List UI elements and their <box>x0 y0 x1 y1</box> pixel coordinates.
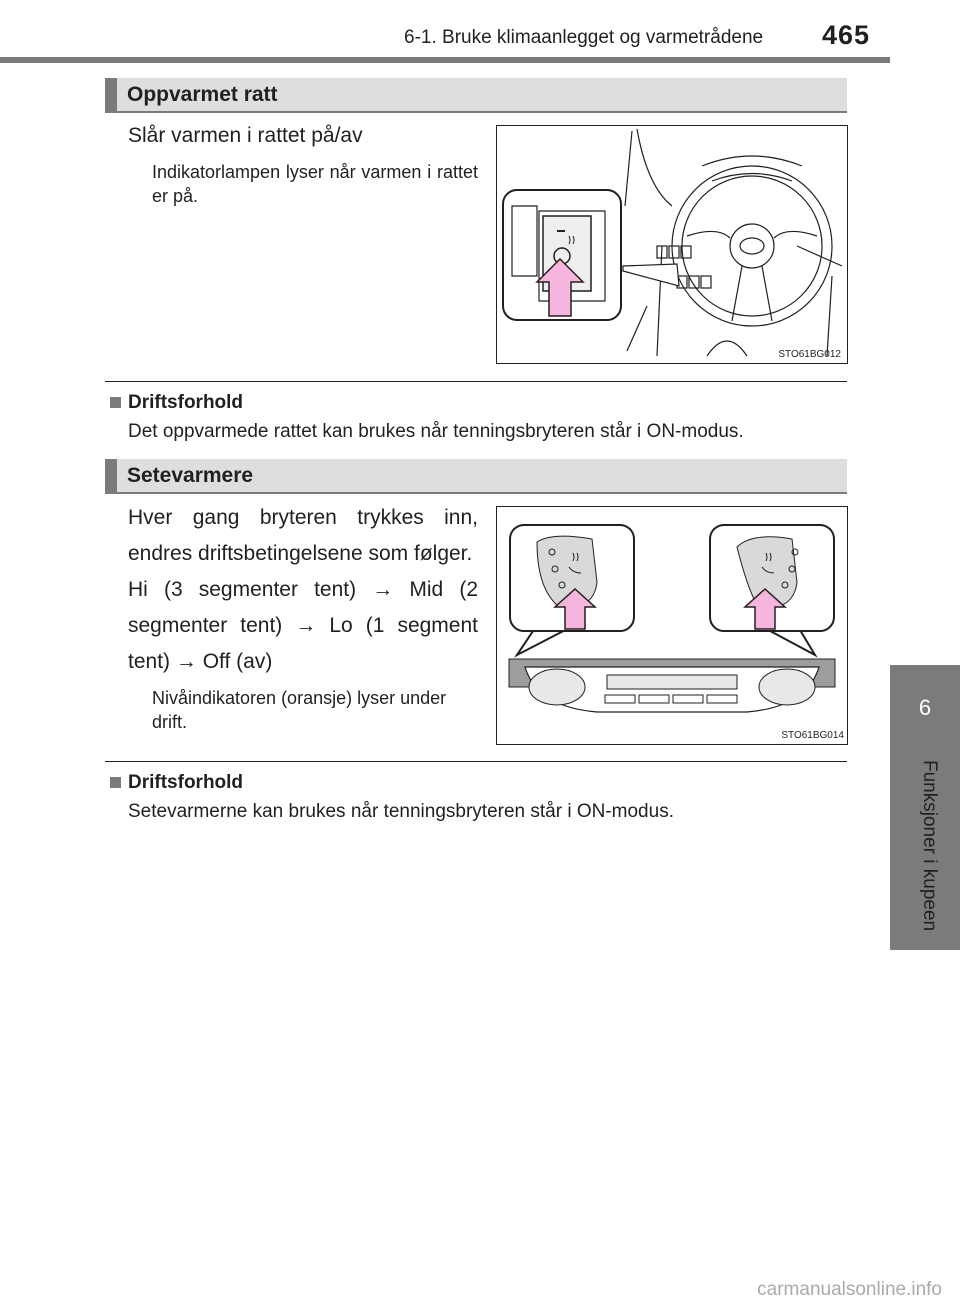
level-sequence: Hi (3 segmenter tent) → Mid (2 segmenter tent) → Lo (1 segment tent) → Off (av) <box>128 578 478 673</box>
left-callout <box>510 525 634 655</box>
instruction-line: Hver gang bryteren trykkes inn, endres driftsbetingelsene som følger. <box>128 506 478 565</box>
header-rule <box>0 57 890 63</box>
divider-rule <box>105 381 847 382</box>
subsection-heading-text: Driftsforhold <box>128 392 244 413</box>
page-number: 465 <box>822 20 871 50</box>
chapter-tab <box>890 665 960 950</box>
section-marker <box>105 459 117 494</box>
subsection-text: Det oppvarmede rattet kan brukes når tenningsbryteren står i ON-modus. <box>128 421 744 442</box>
subsection-heading <box>110 772 243 794</box>
bullet-square <box>110 777 121 788</box>
instruction-text <box>128 500 478 680</box>
chapter-name: Funksjoner i kupeen <box>919 760 940 932</box>
right-callout <box>710 525 834 655</box>
figure-seat-heater-switches <box>496 506 848 745</box>
section-heading-seat-heaters <box>105 459 847 494</box>
divider-rule <box>105 761 847 762</box>
subsection-heading <box>110 392 243 414</box>
figure-code: STO61BG012 <box>778 349 841 360</box>
bullet-square <box>110 397 121 408</box>
subsection-text: Setevarmerne kan brukes når tenningsbryteren står i ON-modus. <box>128 801 674 822</box>
console-panel <box>509 659 835 712</box>
running-header-title: 6-1. Bruke klimaanlegget og varmetrådene <box>404 27 764 48</box>
steering-wheel-illustration <box>497 126 847 363</box>
section-marker <box>105 78 117 113</box>
note-text: Nivåindikatoren (oransje) lyser under drift. <box>152 688 447 732</box>
instruction-text: Slår varmen i rattet på/av <box>128 124 363 147</box>
switch-callout <box>503 190 621 320</box>
section-title: Setevarmere <box>127 464 254 487</box>
seat-heater-illustration <box>497 507 847 744</box>
note-text: Indikatorlampen lyser når varmen i rattet er på. <box>152 162 478 206</box>
watermark-text: carmanualsonline.info <box>757 1279 942 1300</box>
figure-steering-wheel <box>496 125 848 364</box>
subsection-heading-text: Driftsforhold <box>128 772 244 793</box>
section-title: Oppvarmet ratt <box>127 83 278 106</box>
chapter-number: 6 <box>918 695 932 720</box>
section-heading-heated-wheel <box>105 78 847 113</box>
figure-code: STO61BG014 <box>781 730 844 741</box>
